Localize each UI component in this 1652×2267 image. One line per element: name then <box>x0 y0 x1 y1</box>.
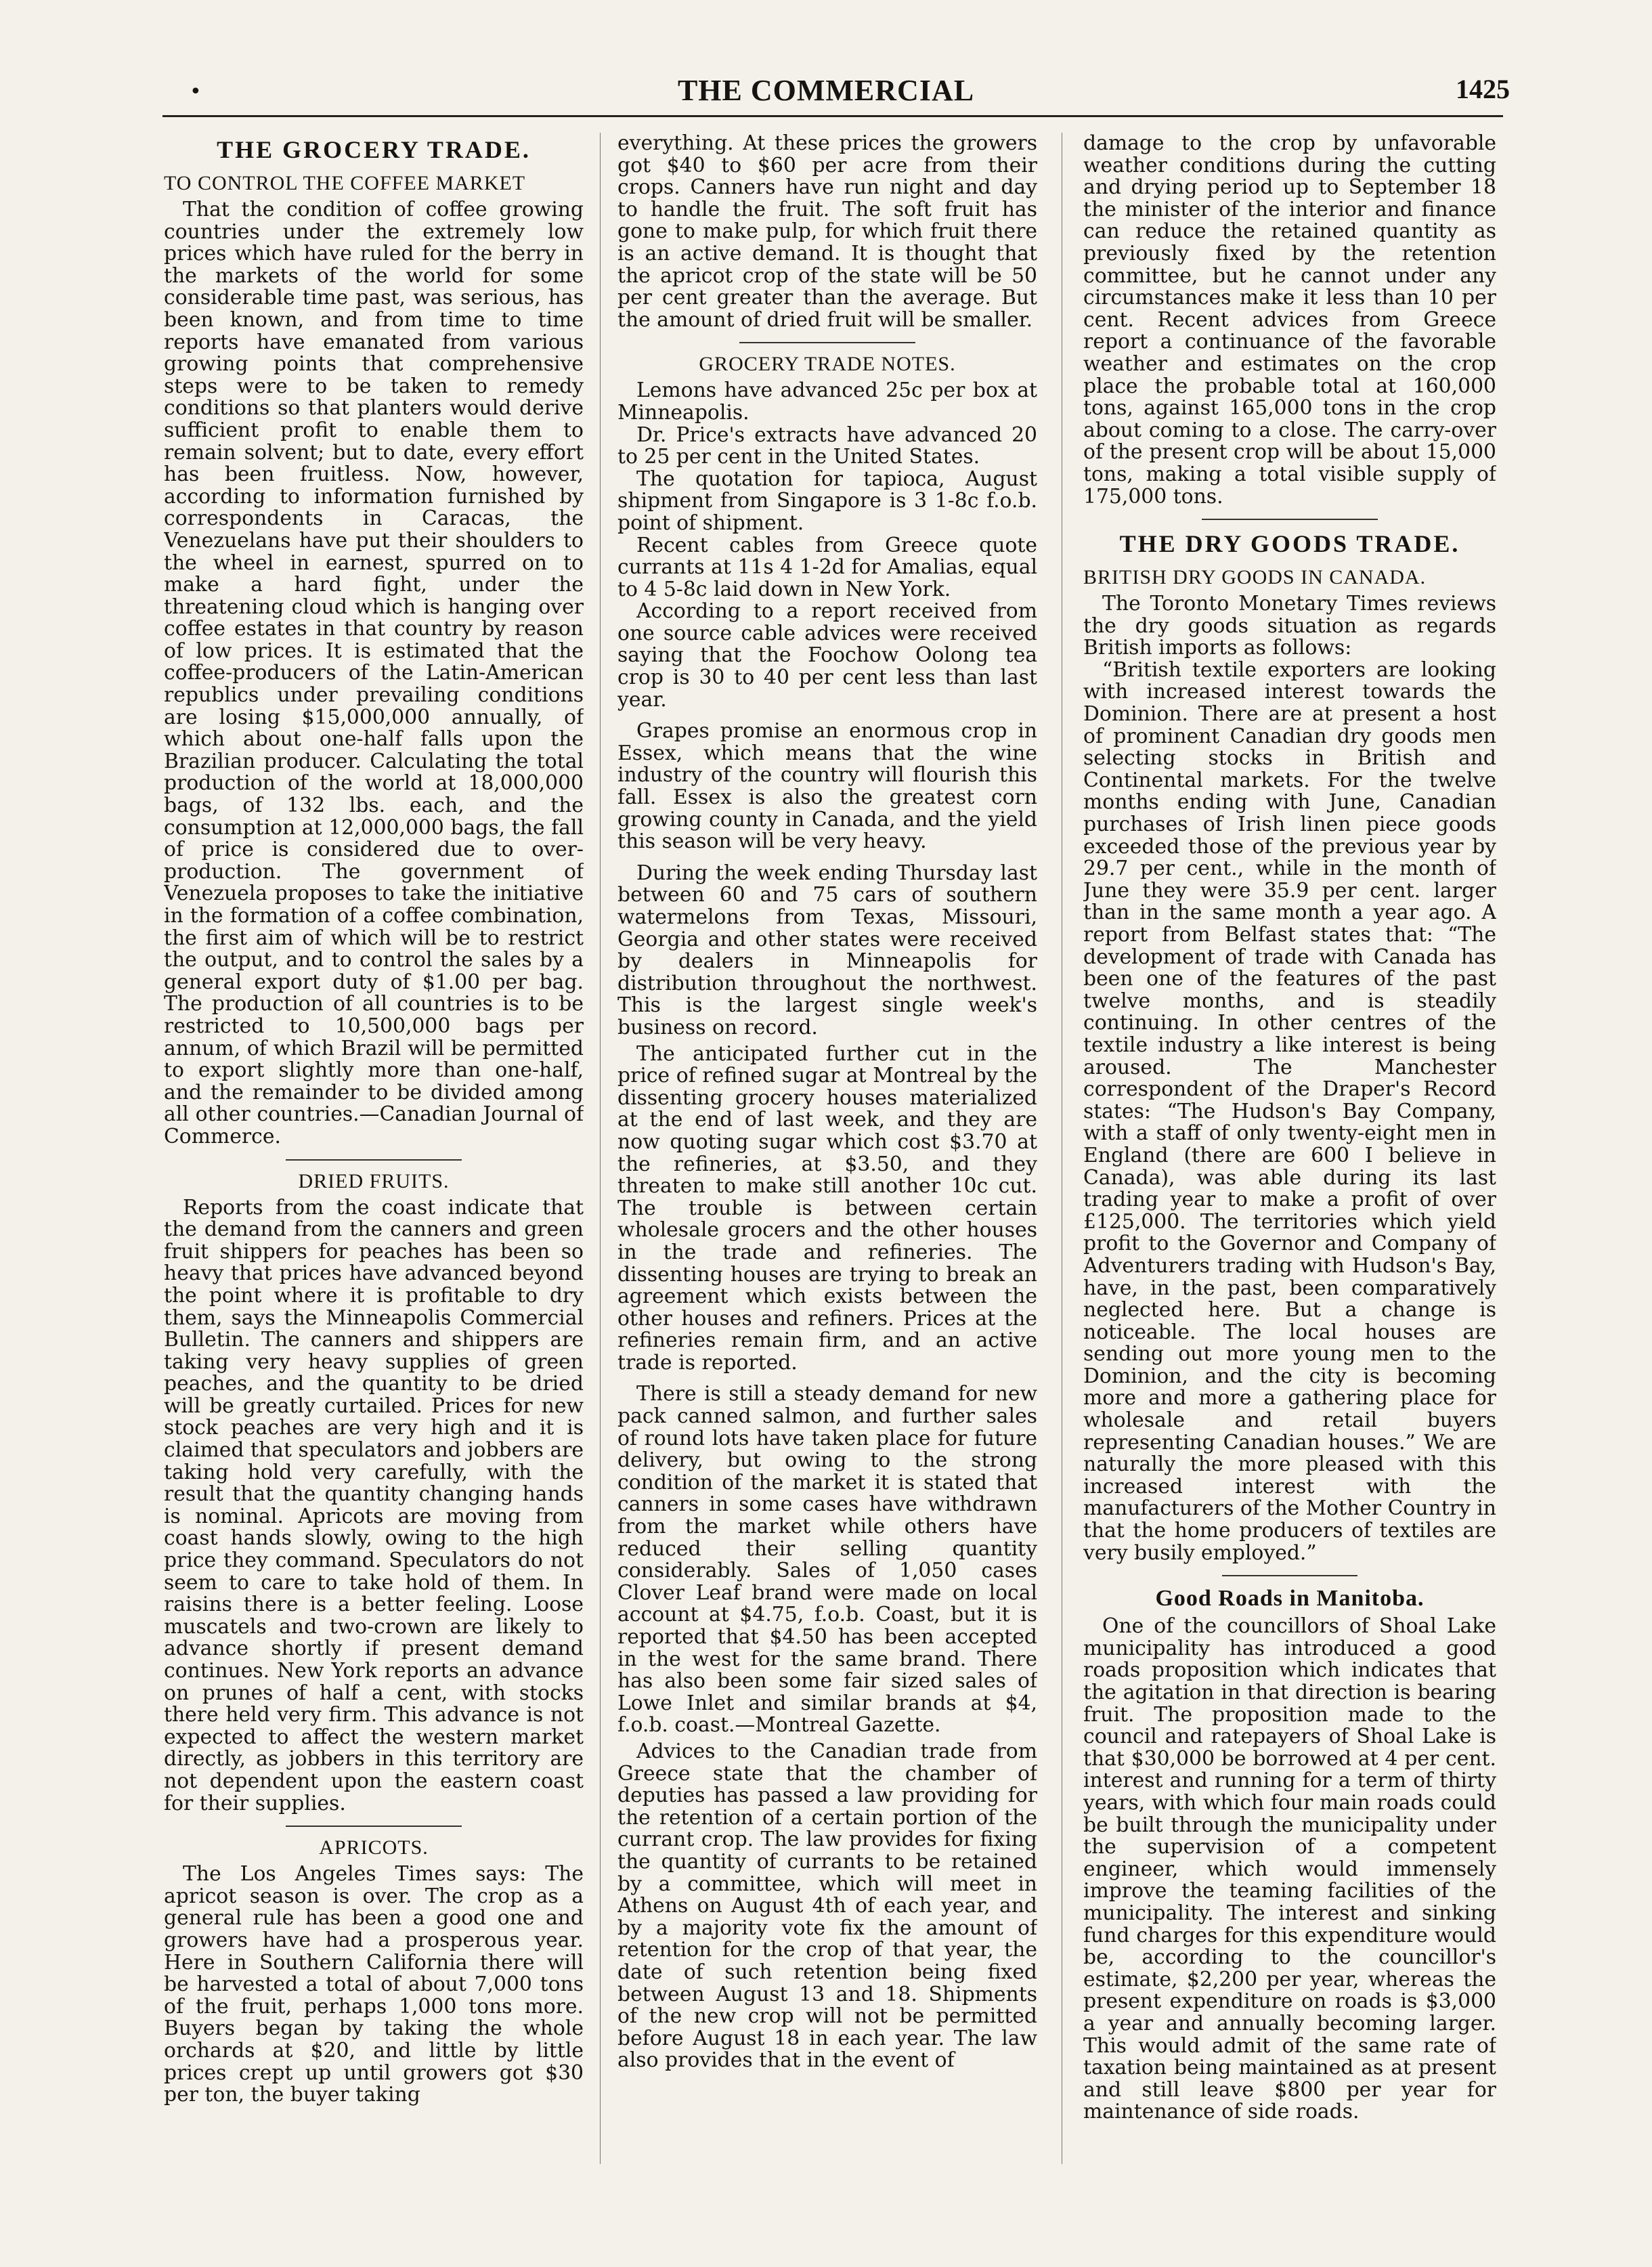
good-roads-article: One of the councillors of Shoal Lake municipality has introduced a good roads proposition which indicates that the agitation in that direction is bearing fruit. The proposition made to the council and ratepayers of Shoal Lake is that $30,000 be borrowed at 4 per cent. interest and running for a term of thirty years, with which four main roads could be built through the municipality under the supervision of a competent engineer, which would immensely improve the teaming facilities of the municipality. The interest and sinking fund charges for this expenditure would be, according to the councillor's estimate, $2,200 per year, whereas the present expenditure on roads is $3,000 a year and annually becoming larger. This would admit of the same rate of taxation being maintained as at present and still leave $800 per year for maintenance of side roads. <box>1083 1614 1496 2124</box>
section-divider <box>1222 1575 1357 1576</box>
printer-mark: • <box>190 80 202 104</box>
grocery-note: According to a report received from one source cable advices were received saying that the Foochow Oolong tea crop is 30 to 40 per cent less than last year. <box>617 599 1037 712</box>
british-dry-goods-article: “British textile exporters are looking with increased interest towards the Dominion. There are at present a host of prominent Canadian dry goods men selecting stocks in British and Continental markets. For the twelve months ending with June, Canadian purchases of Irish linen piece goods exceeded those of the previous year by 29.7 per cent., while in the month of June they were 35.9 per cent. larger than in the same month a year ago. A report from Belfast states that: “The development of trade with Canada has been one of the features of the past twelve months, and is steadily continuing. In other centres of the textile industry a like interest is being aroused. The Manchester correspondent of the Draper's Record states: “The Hudson's Bay Company, with a staff of only twenty-eight men in England (there are 600 I believe in Canada), was able during its last trading year to make a profit of over £125,000. The territories which yield profit to the Governor and Company of Adventurers trading with Hudson's Bay, have, in the past, been comparatively neglected here. But a change is noticeable. The local houses are sending out more young men to the Dominion, and the city is becoming more and more a gathering place for wholesale and retail buyers representing Canadian houses.” We are naturally the more pleased with this increased interest with the manufacturers of the Mother Country in that the home producers of textiles are very busily employed.” <box>1083 657 1496 1565</box>
publication-title: THE COMMERCIAL <box>677 74 975 107</box>
column-3 <box>1083 133 1496 2178</box>
dried-fruits-title: DRIED FRUITS. <box>298 1169 450 1192</box>
grocery-note: The quotation for tapioca, August shipment from Singapore is 3 1-8c f.o.b. point of shipment. <box>617 467 1037 535</box>
apricots-article-continued: everything. At these prices the growers got $40 to $60 per acre from their crops. Canners have run night and day to handle the fruit. The soft fruit has gone to make pulp, for which fruit there is an active demand. It is thought that the apricot crop of the state will be 50 per cent greater than the average. But the amount of dried fruit will be smaller. <box>617 133 1037 332</box>
currant-article-continued: damage to the crop by unfavorable weather conditions during the cutting and drying period up to September 18 the minister of the interior and finance can reduce the retained quantity as previously fixed by the retention committee, but he cannot under any circumstances make it less than 10 per cent. Recent advices from Greece report a continuance of the favorable weather and estimates on the crop place the probable total at 160,000 tons, against 165,000 tons in the crop about coming to a close. The carry-over of the present crop will be about 15,000 tons, making a total visible supply of 175,000 tons. <box>1083 133 1496 509</box>
dry-goods-heading: THE DRY GOODS TRADE. <box>1119 530 1460 558</box>
section-divider <box>739 342 915 343</box>
grocery-note: During the week ending Thursday last between 60 and 75 cars of southern watermelons from Texas, Missouri, Georgia and other states were received by dealers in Minneapolis for distribution throughout the northwest. This is the largest single week's business on record. <box>617 861 1037 1039</box>
good-roads-title: Good Roads in Manitoba. <box>1155 1586 1425 1612</box>
column-divider-1 <box>600 133 601 2164</box>
dried-fruits-article: Reports from the coast indicate that the demand from the canners and green fruit shippers for peaches has been so heavy that prices have advanced beyond the point where it is profitable to dry them, says the Minneapolis Commercial Bulletin. The canners and shippers are taking very heavy supplies of green peaches, and the quantity to be dried will be greatly curtailed. Prices for new stock peaches are very high and it is claimed that speculators and jobbers are taking hold very carefully, with the result that the quantity changing hands is nominal. Apricots are moving from coast hands slowly, owing to the high price they command. Speculators do not seem to care to take hold of them. In raisins there is a better feeling. Loose muscatels and two-crown are likely to advance shortly if present demand continues. New York reports an advance on prunes of half a cent, with stocks there held very firm. This advance is not expected to affect the western market directly, as jobbers in this territory are not dependent upon the eastern coast for their supplies. <box>164 1195 584 1815</box>
grocery-note: The anticipated further cut in the price of refined sugar at Montreal by the dissenting grocery houses materialized at the end of last week, and they are now quoting sugar which cost $3.70 at the refineries, at $3.50, and they threaten to make still another 10c cut. The trouble is between certain wholesale grocers and the other houses in the trade and refineries. The dissenting houses are trying to break an agreement which exists between the other houses and refiners. Prices at the refineries remain firm, and an active trade is reported. <box>617 1041 1037 1375</box>
column-1 <box>164 133 584 2178</box>
section-divider <box>286 1826 462 1827</box>
grocery-note: Grapes promise an enormous crop in Essex, which means that the wine industry of the country will flourish this fall. Essex is also the greatest corn growing county in Canada, and the yield this season will be very heavy. <box>617 719 1037 854</box>
grocery-note: Advices to the Canadian trade from Greece state that the chamber of deputies has passed a law providing for the retention of a certain portion of the currant crop. The law provides for fixing the quantity of currants to be retained by a committee, which will meet in Athens on August 4th of each year, and by a majority vote fix the amount of retention for the crop of that year, the date of such retention being fixed between August 13 and 18. Shipments of the new crop will not be permitted before August 18 in each year. The law also provides that in the event of <box>617 1739 1037 2073</box>
section-divider <box>286 1159 462 1161</box>
apricots-title: APRICOTS. <box>319 1836 429 1859</box>
header-rule <box>162 115 1503 117</box>
grocery-note: There is still a steady demand for new pack canned salmon, and further sales of round lots have taken place for future delivery, but owing to the strong condition of the market it is stated that canners in some cases have withdrawn from the market while others have reduced their selling quantity considerably. Sales of 1,050 cases Clover Leaf brand were made on local account at $4.75, f.o.b. Coast, but it is reported that $4.50 has been accepted in the west for the same brand. There has also been some fair sized sales of Lowe Inlet and similar brands at $4, f.o.b. coast.—Montreal Gazette. <box>617 1382 1037 1737</box>
british-dry-goods-title: BRITISH DRY GOODS IN CANADA. <box>1083 566 1427 589</box>
british-dry-goods-intro: The Toronto Monetary Times reviews the dry goods situation as regards British imports as follows: <box>1083 592 1496 660</box>
page-number: 1425 <box>1456 74 1510 104</box>
coffee-market-article: That the condition of coffee growing countries under the extremely low prices which have ruled for the berry in the markets of the world for some considerable time past, was serious, has been known, and from time to time reports have emanated from various growing points that comprehensive steps were to be taken to remedy conditions so that planters would derive sufficient profit to enable them to remain solvent; but to date, every effort has been fruitless. Now, however, according to information furnished by correspondents in Caracas, the Venezuelans have put their shoulders to the wheel in earnest, spurred on to make a hard fight, under the threatening cloud which is hanging over coffee estates in that country by reason of low prices. It is estimated that the coffee-producers of the Latin-American republics under prevailing conditions are losing $15,000,000 annually, of which about one-half falls upon the Brazilian producer. Calculating the total production of the world at 18,000,000 bags, of 132 lbs. each, and the consumption at 12,000,000 bags, the fall of price is considered due to over-production. The government of Venezuela proposes to take the initiative in the formation of a coffee combination, the first aim of which will be to restrict the output, and to control the sales by a general export duty of $1.00 per bag. The production of all countries is to be restricted to 10,500,000 bags per annum, of which Brazil will be permitted to export slightly more than one-half, and the remainder to be divided among all other countries.—Canadian Journal of Commerce. <box>164 198 584 1148</box>
grocery-notes-title: GROCERY TRADE NOTES. <box>699 353 956 376</box>
grocery-note: Recent cables from Greece quote currants at 11s 4 1-2d for Amalias, equal to 4 5-8c laid down in New York. <box>617 533 1037 601</box>
grocery-trade-heading: THE GROCERY TRADE. <box>217 136 531 163</box>
grocery-note: Dr. Price's extracts have advanced 20 to 25 per cent in the United States. <box>617 423 1037 469</box>
section-divider <box>1202 519 1378 520</box>
masthead <box>0 0 1652 118</box>
coffee-market-title: TO CONTROL THE COFFEE MARKET <box>164 172 526 194</box>
apricots-article: The Los Angeles Times says: The apricot season is over. The crop as a general rule has been a good one and growers have had a prosperous year. Here in Southern California there will be harvested a total of about 7,000 tons of the fruit, perhaps 1,000 tons more. Buyers began by taking the whole orchards at $20, and little by little prices crept up until growers got $30 per ton, the buyer taking <box>164 1862 584 2107</box>
grocery-note: Lemons have advanced 25c per box at Minneapolis. <box>617 379 1037 425</box>
column-2 <box>617 133 1037 2178</box>
